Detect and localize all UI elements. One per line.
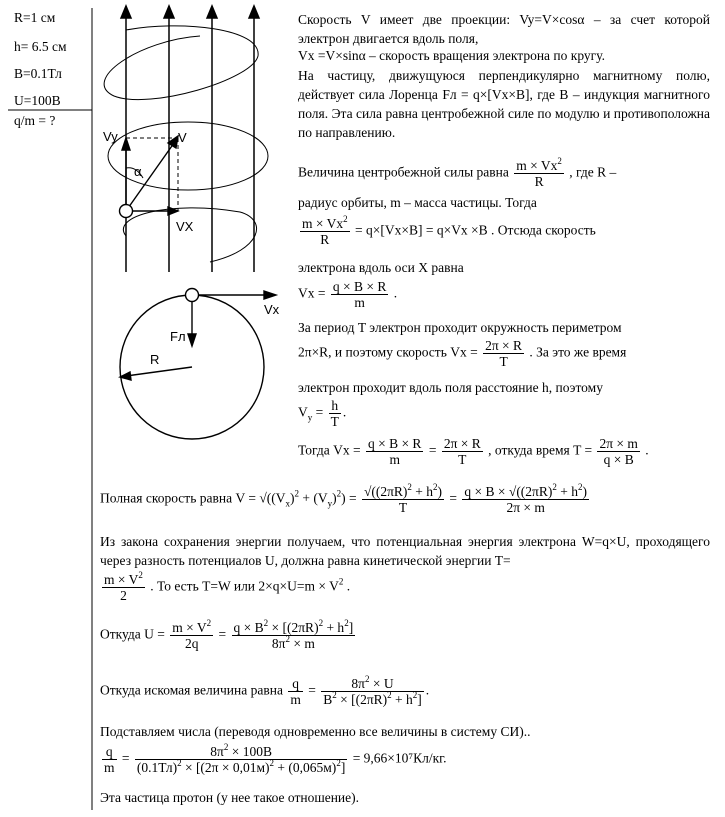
label-circle-vx: Vx [264, 302, 280, 317]
electron-top [120, 205, 133, 218]
text-conclusion: Эта частица протон (у нее такое отношение). [100, 790, 360, 805]
label-vy: Vy [103, 129, 118, 144]
given-u: U=100В [14, 93, 61, 108]
electron-circle [186, 289, 199, 302]
eq-period: Тогда Vx = $\frac{q \times B \times R}{m}$ = $\frac{2\pi \times R}{T}$ , откуда время T = $\frac{2\pi \times m}{q \times B}$ . [298, 436, 649, 467]
text-centrifugal-eq: $\frac{m \times Vx^2}{R}$ = q×[Vx×B] = q×Vx ×B . Отсюда скорость [302, 214, 596, 247]
text-energy: Из закона сохранения энергии получаем, что потенциальная энергия электрона W=q×U, проходящего через разность потенциалов U, должна равна кинетической энергии T= [100, 534, 710, 568]
eq-numeric: $\frac{q}{m}$ = $\frac{8\pi^2 \times 100B}{(0.1Тл)^2 \times [(2\pi \times 0,01м)^2 + (0,065м)^2]}$ = 9,66×10⁷Кл/кг. [104, 742, 447, 775]
text-along-x: электрона вдоль оси X равна [298, 260, 464, 275]
label-vx: VX [176, 219, 194, 234]
given-r: R=1 см [14, 10, 56, 25]
given-h: h= 6.5 см [14, 39, 67, 54]
label-fl: Fл [170, 329, 186, 344]
eq-vx: Vx = $\frac{q \times B \times R}{m}$ . [298, 279, 398, 310]
text-projections: Скорость V имеет две проекции: Vy=V×cosα – за счет которой электрон двигается вдоль поля, [298, 12, 710, 46]
eq-u: Откуда U = $\frac{m \times V^2}{2q}$ = $\frac{q \times B^2 \times [(2\pi R)^2 + h^2]}{8\pi^2 \times m}$ [100, 618, 354, 651]
text-lorentz: На частицу, движущуюся перпендикулярно магнитному полю, действует сила Лоренца Fл = q×[Vx×B], где B – индукция магнитного поля. Эта сила равна центробежной силе по модулю и противоположна по направлению. [298, 68, 710, 140]
given-b: B=0.1Тл [14, 66, 62, 81]
eq-full-velocity: Полная скорость равна $V = √((V_x)^2 + (V_y)^2)$ = $\frac{√((2\pi R)^2 + h^2)}{T}$ = $\frac{q \times B \times √((2\pi R)^2 + h^2)}{2\pi \times m}$ [100, 482, 587, 515]
eq-qm: Откуда искомая величина равна $\frac{q}{m}$ = $\frac{8\pi^2 \times U}{B^2 \times [(2\pi R)^2 + h^2]}$ . [100, 674, 430, 707]
given-find: q/m = ? [14, 113, 56, 128]
label-r: R [150, 352, 160, 367]
eq-vy: $V_y$ = $\frac{h}{T}$ . [298, 398, 347, 429]
label-v: V [178, 130, 187, 145]
text-vx-def: Vx =V×sinα – скорость вращения электрона по кругу. [298, 48, 605, 63]
text-substitute: Подставляем числа (переводя одновременно все величины в систему СИ).. [100, 724, 531, 739]
text-centrifugal-a: Величина центробежной силы равна $\frac{m \times Vx^2}{R}$ , где R – [298, 156, 617, 189]
text-centrifugal-b: радиус орбиты, m – масса частицы. Тогда [298, 195, 537, 210]
text-period-a: За период T электрон проходит окружность периметром [298, 320, 622, 335]
circle-vectors [120, 291, 276, 380]
label-alpha: α [134, 164, 142, 179]
text-period-c: электрон проходит вдоль поля расстояние h, поэтому [298, 380, 603, 395]
text-period-b: 2π×R, и поэтому скорость Vx = $\frac{2\pi \times R}{T}$ . За это же время [298, 338, 627, 369]
eq-energy: $\frac{m \times V^2}{2}$ . То есть T=W или $2\times q\times U=m \times V^2$ . [104, 570, 351, 603]
